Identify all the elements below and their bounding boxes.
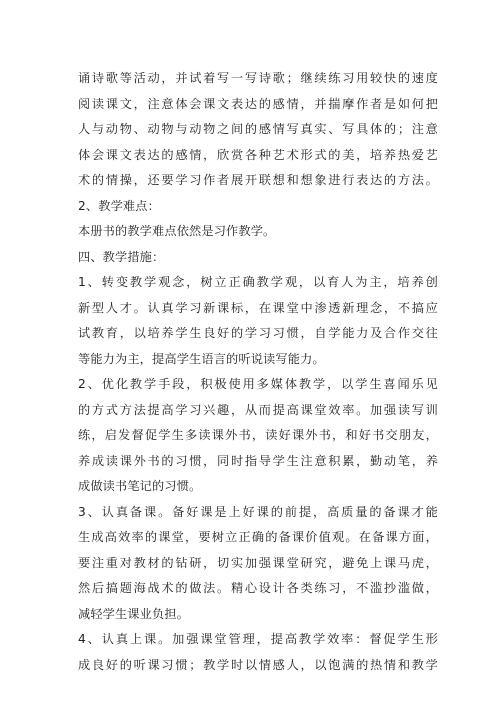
text-line: 本册书的教学难点依然是习作教学。 xyxy=(78,224,276,238)
text-line: 养成读课外书的习惯，同时指导学生注意积累，勤动笔，养 xyxy=(78,453,438,468)
text-line: 成做读书笔记的习惯。 xyxy=(78,479,202,493)
text-line: 人与动物、动物与动物之间的感情写真实、写具体的；注意 xyxy=(78,122,438,136)
text-line: 等能力为主，提高学生语言的听说读写能力。 xyxy=(78,351,325,366)
section-heading: 2、教学难点： xyxy=(78,198,160,213)
document-body xyxy=(78,66,438,678)
text-line: 术的情操，还要学习作者展开联想和想象进行表达的方法。 xyxy=(78,173,438,187)
text-line: 4、认真上课。加强课堂管理，提高教学效率：督促学生形 xyxy=(78,632,438,646)
text-line: 练，启发督促学生多读课外书，读好课外书，和好书交朋友， xyxy=(78,428,438,442)
text-line: 然后搞题海战术的做法。精心设计各类练习，不滥抄滥做， xyxy=(78,581,438,595)
text-line: 的方式方法提高学习兴趣，从而提高课堂效率。加强读写训 xyxy=(78,402,438,417)
section-heading: 四、教学措施： xyxy=(78,249,165,264)
text-line: 2、优化教学手段，积极使用多媒体教学，以学生喜闻乐见 xyxy=(78,377,438,391)
text-line: 体会课文表达的感情，欣赏各种艺术形式的美，培养热爱艺 xyxy=(78,147,438,162)
text-line: 成良好的听课习惯；教学时以情感人，以饱满的热情和教学 xyxy=(78,657,438,672)
text-line: 诵诗歌等活动，并试着写一写诗歌；继续练习用较快的速度 xyxy=(78,71,438,85)
text-line: 试教育，以培养学生良好的学习习惯，自学能力及合作交往 xyxy=(78,326,438,340)
text-line: 生成高效率的课堂，要树立正确的备课价值观。在备课方面， xyxy=(78,530,438,544)
text-line: 1、转变教学观念，树立正确教学观，以育人为主，培养创 xyxy=(78,275,438,289)
text-line: 减轻学生课业负担。 xyxy=(78,606,190,621)
text-line: 阅读课文，注意体会课文表达的感情，并揣摩作者是如何把 xyxy=(78,96,438,111)
text-line: 3、认真备课。备好课是上好课的前提，高质量的备课才能 xyxy=(78,504,438,519)
text-line: 要注重对教材的钻研，切实加强课堂研究，避免上课马虎， xyxy=(78,555,438,570)
text-line: 新型人才。认真学习新课标，在课堂中渗透新理念，不搞应 xyxy=(78,300,438,315)
